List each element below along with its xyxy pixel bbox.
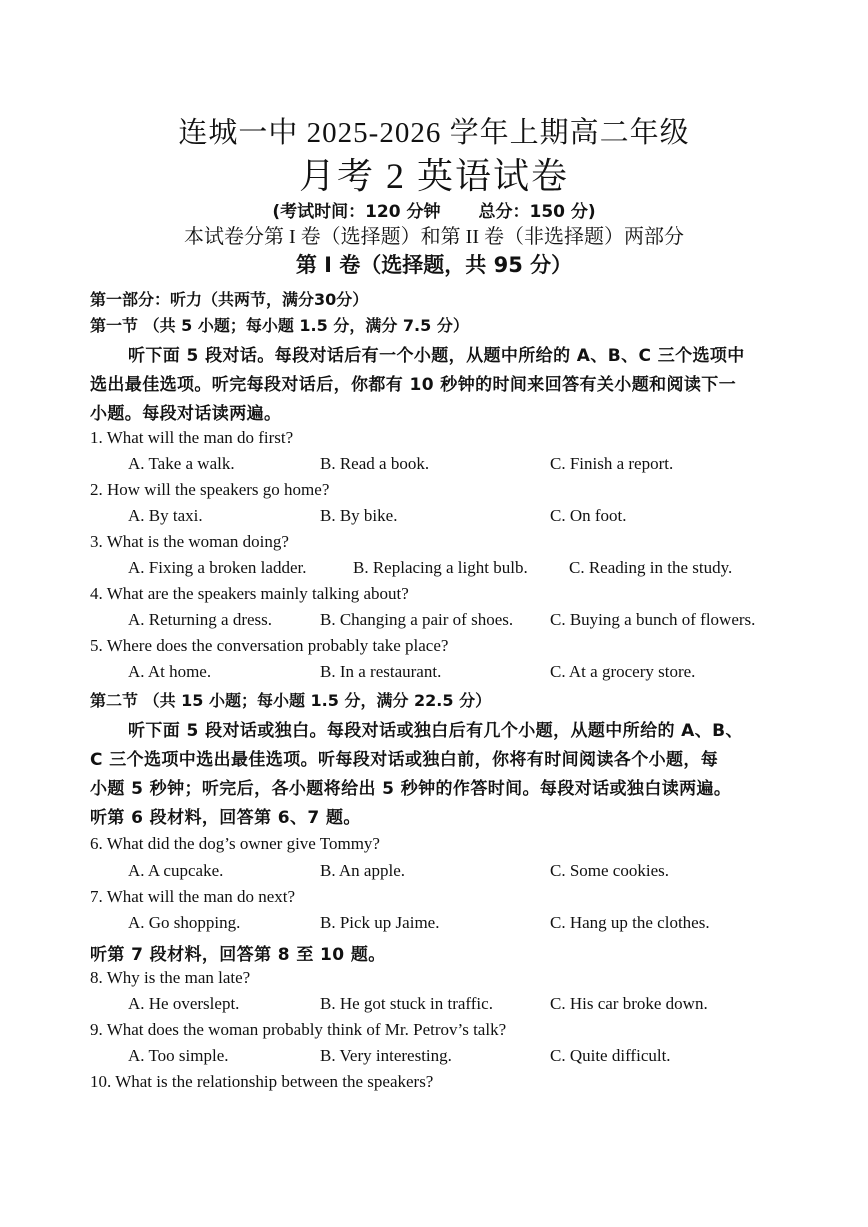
question-7-stem: 7. What will the man do next? (90, 887, 296, 906)
structure-note: 本试卷分第 I 卷（选择题）和第 II 卷（非选择题）两部分 (184, 226, 684, 248)
section1-directions-line1: 听下面 5 段对话。每段对话后有一个小题，从题中所给的 A、B、C 三个选项中 (128, 346, 745, 366)
section1-directions-line2: 选出最佳选项。听完每段对话后，你都有 10 秒钟的时间来回答有关小题和阅读下一 (90, 375, 737, 395)
question-5-option-a: A. At home. (128, 662, 212, 681)
question-8-option-a: A. He overslept. (128, 994, 240, 1013)
section2-title: 第二节 （共 15 小题；每小题 1.5 分，满分 22.5 分） (90, 691, 492, 710)
question-1-option-a: A. Take a walk. (128, 454, 235, 473)
question-4-option-a: A. Returning a dress. (128, 610, 273, 629)
question-9-stem: 9. What does the woman probably think of Mr. Petrov’s talk? (90, 1020, 507, 1039)
material-6-heading: 听第 6 段材料，回答第 6、7 题。 (90, 808, 361, 828)
question-6-stem: 6. What did the dog’s owner give Tommy? (90, 834, 380, 853)
question-2-option-c: C. On foot. (550, 506, 627, 525)
exam-time: (考试时间：120 分钟 (272, 202, 441, 222)
section1-directions-line3: 小题。每段对话读两遍。 (90, 404, 282, 424)
question-3-option-a: A. Fixing a broken ladder. (128, 558, 307, 577)
exam-title-subject: 月考 2 英语试卷 (298, 156, 569, 196)
section2-directions-line2: C 三个选项中选出最佳选项。听每段对话或独白前，你将有时间阅读各个小题，每 (90, 750, 719, 770)
section2-directions-line1: 听下面 5 段对话或独白。每段对话或独白后有几个小题，从题中所给的 A、B、 (128, 721, 743, 741)
question-9-option-a: A. Too simple. (128, 1046, 229, 1065)
question-2-stem: 2. How will the speakers go home? (90, 480, 330, 499)
question-8-option-c: C. His car broke down. (550, 994, 708, 1013)
question-1-option-c: C. Finish a report. (550, 454, 674, 473)
section2-directions-line3: 小题 5 秒钟；听完后，各小题将给出 5 秒钟的作答时间。每段对话或独白读两遍。 (90, 779, 732, 799)
question-5-option-c: C. At a grocery store. (550, 662, 696, 681)
question-9-option-b: B. Very interesting. (320, 1046, 452, 1065)
question-6-option-a: A. A cupcake. (128, 861, 224, 880)
section1-title: 第一节 （共 5 小题；每小题 1.5 分，满分 7.5 分） (90, 316, 469, 335)
question-10-stem: 10. What is the relationship between the speakers? (90, 1072, 434, 1091)
question-4-option-b: B. Changing a pair of shoes. (320, 610, 514, 629)
exam-title-school: 连城一中 2025-2026 学年上期高二年级 (178, 117, 690, 149)
question-4-stem: 4. What are the speakers mainly talking about? (90, 584, 409, 603)
volume-title: 第 I 卷（选择题，共 95 分） (295, 253, 573, 277)
question-1-option-b: B. Read a book. (320, 454, 430, 473)
question-7-option-a: A. Go shopping. (128, 913, 241, 932)
question-3-option-b: B. Replacing a light bulb. (353, 558, 528, 577)
question-9-option-c: C. Quite difficult. (550, 1046, 671, 1065)
exam-meta (0, 197, 868, 222)
question-1-stem: 1. What will the man do first? (90, 428, 294, 447)
question-3-stem: 3. What is the woman doing? (90, 532, 289, 551)
question-5-stem: 5. Where does the conversation probably take place? (90, 636, 449, 655)
question-6-option-c: C. Some cookies. (550, 861, 669, 880)
question-7-option-b: B. Pick up Jaime. (320, 913, 440, 932)
question-2-option-b: B. By bike. (320, 506, 398, 525)
total-score: 总分：150 分) (478, 202, 596, 222)
part1-title: 第一部分：听力（共两节，满分30分） (90, 290, 369, 309)
question-6-option-b: B. An apple. (320, 861, 405, 880)
question-5-option-b: B. In a restaurant. (320, 662, 442, 681)
question-8-option-b: B. He got stuck in traffic. (320, 994, 493, 1013)
question-2-option-a: A. By taxi. (128, 506, 203, 525)
question-8-stem: 8. Why is the man late? (90, 968, 251, 987)
question-4-option-c: C. Buying a bunch of flowers. (550, 610, 756, 629)
question-7-option-c: C. Hang up the clothes. (550, 913, 710, 932)
question-3-option-c: C. Reading in the study. (569, 558, 733, 577)
material-7-heading: 听第 7 段材料，回答第 8 至 10 题。 (90, 945, 386, 965)
